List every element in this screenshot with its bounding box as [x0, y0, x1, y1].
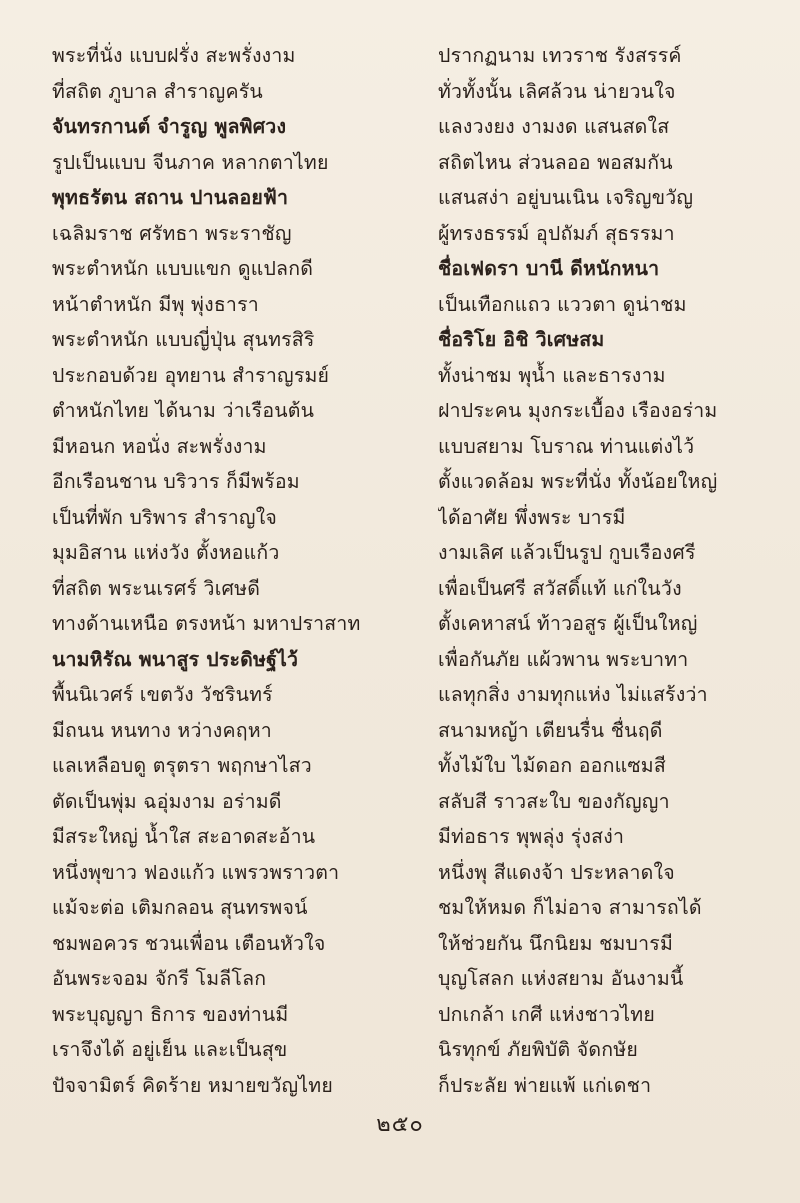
poem-line: มุมอิสาน แห่งวัง ตั้งหอแก้ว	[52, 541, 280, 564]
poem-line: บุญโสลก แห่งสยาม อันงามนี้	[438, 967, 684, 990]
poem-line: แลทุกสิ่ง งามทุกแห่ง ไม่แสร้งว่า	[438, 683, 708, 706]
poem-line: ปรากฏนาม เทวราช รังสรรค์	[438, 44, 682, 67]
poem-line: ที่สถิต ภูบาล สำราญครัน	[52, 79, 263, 103]
poem-line: ทั้งไม้ใบ ไม้ดอก ออกแซมสี	[438, 754, 666, 777]
poem-line: จันทรกานต์ จำรูญ พูลพิศวง	[52, 115, 287, 138]
poem-line: สนามหญ้า เตียนรื่น ชื่นฤดี	[438, 718, 663, 742]
right-column	[438, 38, 778, 1103]
poem-line: ตัดเป็นพุ่ม ฉอุ่มงาม อร่ามดี	[52, 789, 282, 813]
poem-line: รูปเป็นแบบ จีนภาค หลากตาไทย	[52, 150, 329, 174]
poem-line: สลับสี ราวสะใบ ของกัญญา	[438, 789, 670, 813]
poem-line: อันพระจอม จักรี โมลีโลก	[52, 967, 267, 990]
poem-line: ชื่อเฟดรา บานี ดีหนักหนา	[438, 257, 660, 280]
poem-line: เป็นที่พัก บริพาร สำราญใจ	[52, 505, 278, 529]
left-column	[52, 38, 392, 1103]
poem-line: งามเลิศ แล้วเป็นรูป กูบเรืองศรี	[438, 541, 696, 564]
poem-line: นามหิรัณ พนาสูร ประดิษฐ์ไว้	[52, 647, 299, 671]
poem-line: ให้ช่วยกัน นึกนิยม ชมบารมี	[438, 931, 674, 955]
poem-line: แสนสง่า อยู่บนเนิน เจริญขวัญ	[438, 186, 694, 209]
poem-line: มีสระใหญ่ น้ำใส สะอาดสะอ้าน	[52, 825, 316, 848]
poem-line: ฝาประคน มุงกระเบื้อง เรืองอร่าม	[438, 399, 718, 422]
poem-line: ตั้งแวดล้อม พระที่นั่ง ทั้งน้อยใหญ่	[438, 470, 718, 493]
poem-line: แลงวงยง งามงด แสนสดใส	[438, 115, 670, 138]
poem-line: อีกเรือนชาน บริวาร ก็มีพร้อม	[52, 470, 300, 493]
poem-line: ทางด้านเหนือ ตรงหน้า มหาปราสาท	[52, 612, 361, 635]
poem-line: ชมพอควร ชวนเพื่อน เตือนหัวใจ	[52, 931, 326, 955]
poem-line: ปกเกล้า เกศี แห่งชาวไทย	[438, 1002, 655, 1026]
page-number: ๒๕๐	[376, 1112, 424, 1137]
poem-line: พระบุญญา ธิการ ของท่านมี	[52, 1002, 289, 1026]
poem-line: ที่สถิต พระนเรศร์ วิเศษดี	[52, 576, 261, 600]
poem-line: มีหอนก หอนั่ง สะพรั่งงาม	[52, 434, 267, 458]
poem-line: มีท่อธาร พุพลุ่ง รุ่งสง่า	[438, 825, 625, 848]
poem-line: ตำหนักไทย ได้นาม ว่าเรือนต้น	[52, 399, 315, 422]
poem-line: ก็ประลัย พ่ายแพ้ แก่เดชา	[438, 1073, 652, 1097]
poem-line: แลเหลือบดู ตรุตรา พฤกษาไสว	[52, 754, 312, 777]
poem-line: พระตำหนัก แบบแขก ดูแปลกดี	[52, 257, 314, 280]
poem-line: เพื่อกันภัย แผ้วพาน พระบาทา	[438, 647, 689, 671]
poem-line: หนึ่งพุขาว ฟองแก้ว แพรวพราวตา	[52, 860, 340, 884]
poem-line: ปัจจามิตร์ คิดร้าย หมายขวัญไทย	[52, 1073, 333, 1097]
poem-line: พื้นนิเวศร์ เขตวัง วัชรินทร์	[52, 683, 273, 706]
poem-line: เป็นเทือกแถว แววตา ดูน่าชม	[438, 292, 687, 316]
poem-line: เพื่อเป็นศรี สวัสดิ์แท้ แก่ในวัง	[438, 576, 682, 600]
poem-line: หน้าตำหนัก มีพุ พุ่งธารา	[52, 292, 259, 316]
poem-line: เฉลิมราช ศรัทธา พระราชัญ	[52, 221, 292, 245]
poem-line: แบบสยาม โบราณ ท่านแต่งไว้	[438, 434, 695, 458]
poem-line: ชื่อริโย อิชิ วิเศษสม	[438, 328, 605, 351]
poem-line: หนึ่งพุ สีแดงจ้า ประหลาดใจ	[438, 860, 675, 884]
poem-line: ทั้งน่าชม พุน้ำ และธารงาม	[438, 363, 666, 387]
poem-line: มีถนน หนทาง หว่างคฤหา	[52, 718, 272, 742]
poem-line: ชมให้หมด ก็ไม่อาจ สามารถได้	[438, 896, 702, 919]
poem-line: ได้อาศัย พึ่งพระ บารมี	[438, 505, 626, 529]
poem-line: พระที่นั่ง แบบฝรั่ง สะพรั่งงาม	[52, 44, 296, 67]
poem-line: พุทธรัตน สถาน ปานลอยฟ้า	[52, 186, 289, 209]
poem-line: ตั้งเคหาสน์ ท้าวอสูร ผู้เป็นใหญ่	[438, 612, 698, 635]
poem-line: พระตำหนัก แบบญี่ปุ่น สุนทรสิริ	[52, 328, 315, 351]
poem-line: สถิตไหน ส่วนลออ พอสมกัน	[438, 150, 673, 174]
poem-line: แม้จะต่อ เติมกลอน สุนทรพจน์	[52, 896, 308, 919]
poem-line: เราจึงได้ อยู่เย็น และเป็นสุข	[52, 1038, 288, 1061]
poem-line: ประกอบด้วย อุทยาน สำราญรมย์	[52, 363, 330, 387]
poem-line: ผู้ทรงธรรม์ อุปถัมภ์ สุธรรมา	[438, 221, 675, 245]
poem-line: นิรทุกข์ ภัยพิบัติ จัดกษัย	[438, 1038, 638, 1061]
poem-line: ทั่วทั้งนั้น เลิศล้วน น่ายวนใจ	[438, 79, 676, 103]
